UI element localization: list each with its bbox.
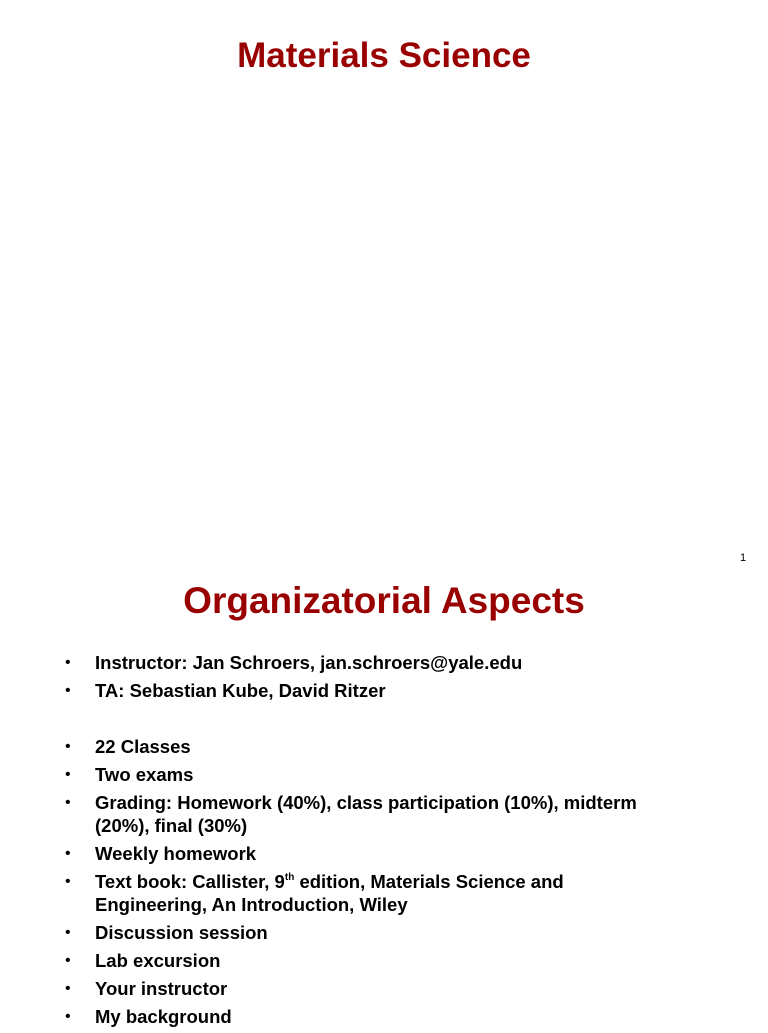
- bullet-instructor-intro: [0, 977, 675, 1000]
- bullet-text: Two exams: [95, 764, 194, 785]
- bullet-lab: [0, 949, 675, 972]
- bullet-list: [0, 651, 768, 1033]
- bullet-text: Your instructor: [95, 978, 228, 999]
- bullet-icon: •: [65, 873, 71, 890]
- slide-title-materials-science: Materials Science: [237, 36, 531, 75]
- bullet-text-after: edition, Materials Science and Engineering, An Introduction, Wiley: [95, 871, 564, 915]
- bullet-text: TA: Sebastian Kube, David Ritzer: [95, 680, 386, 701]
- bullet-text: My background: [95, 1006, 232, 1027]
- bullet-textbook: [0, 870, 675, 916]
- bullet-icon: •: [65, 682, 71, 699]
- page-number: 1: [740, 552, 747, 564]
- bullet-icon: •: [65, 924, 71, 941]
- bullet-text-before: Text book: Callister, 9: [95, 871, 285, 892]
- bullet-ta: [0, 679, 675, 702]
- bullet-icon: •: [65, 794, 71, 811]
- bullet-discussion: [0, 921, 675, 944]
- bullet-text: Weekly homework: [95, 843, 257, 864]
- bullet-homework: [0, 842, 675, 865]
- bullet-instructor: [0, 651, 675, 674]
- bullet-background: [0, 1005, 675, 1028]
- bullet-exams: [0, 763, 675, 786]
- bullet-icon: •: [65, 980, 71, 997]
- bullet-icon: •: [65, 766, 71, 783]
- bullet-icon: •: [65, 845, 71, 862]
- bullet-icon: •: [65, 1008, 71, 1025]
- bullet-icon: •: [65, 654, 71, 671]
- bullet-text: 22 Classes: [95, 736, 191, 757]
- bullet-text: Lab excursion: [95, 950, 221, 971]
- ordinal-superscript: th: [284, 872, 295, 883]
- bullet-text: Grading: Homework (40%), class participation (10%), midterm (20%), final (30%): [95, 792, 637, 836]
- bullet-icon: •: [65, 738, 71, 755]
- bullet-grading: [0, 791, 675, 837]
- bullet-icon: •: [65, 952, 71, 969]
- bullet-text: Discussion session: [95, 922, 268, 943]
- bullet-text: Instructor: Jan Schroers, jan.schroers@yale.edu: [95, 652, 523, 673]
- bullet-classes: [0, 735, 675, 758]
- slide-title-organizatorial-aspects: Organizatorial Aspects: [183, 580, 585, 621]
